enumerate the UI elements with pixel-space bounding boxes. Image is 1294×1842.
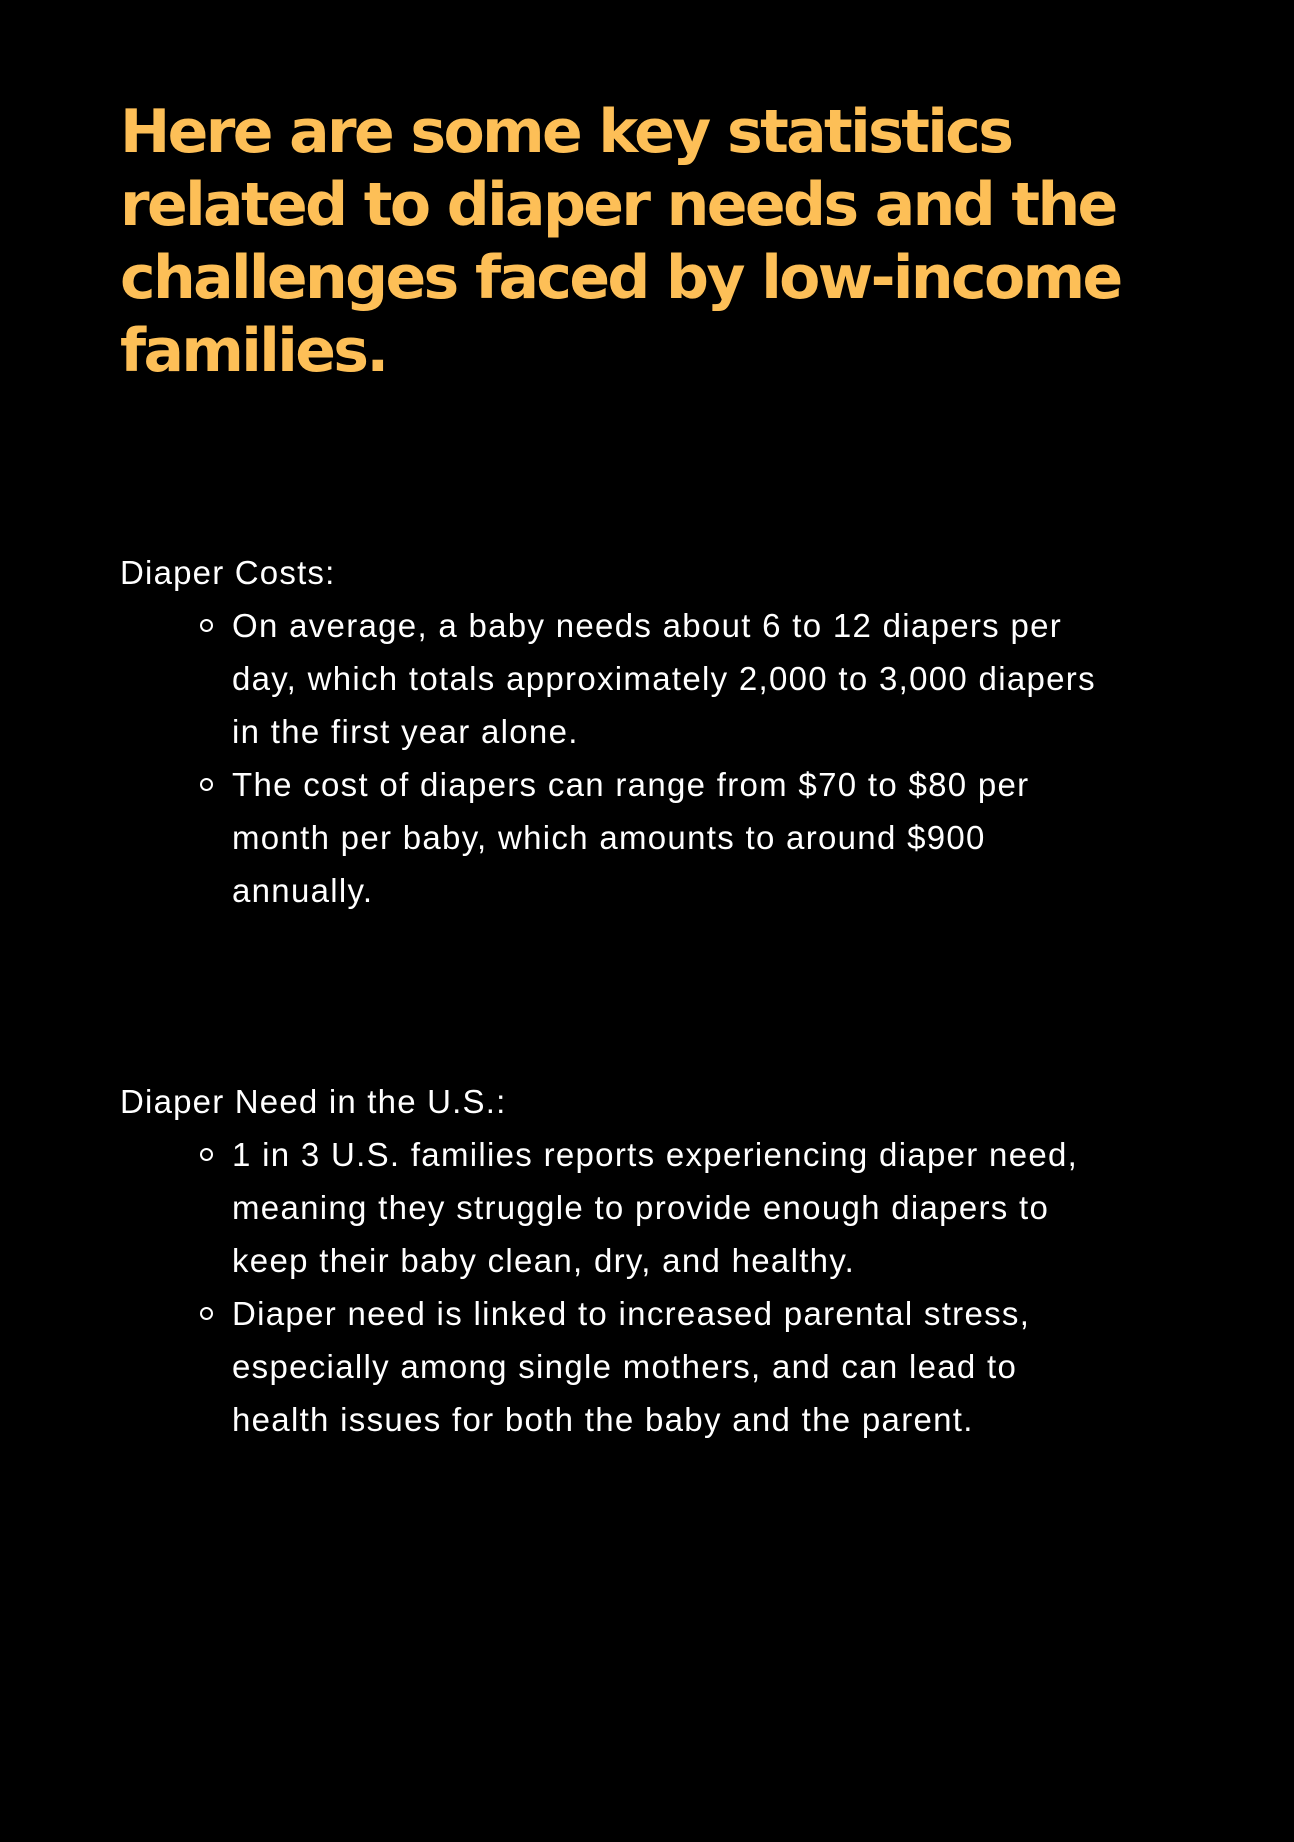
- diaper-costs-list: [120, 599, 1120, 917]
- section-heading: Diaper Costs:: [120, 554, 336, 591]
- list-item-text: Diaper need is linked to increased parental stress, especially among single mothers, and can lead to health issues for both the baby and the parent.: [232, 1295, 1031, 1438]
- diaper-need-list: [120, 1128, 1120, 1446]
- section-heading: Diaper Need in the U.S.:: [120, 1083, 507, 1120]
- list-item-text: On average, a baby needs about 6 to 12 diapers per day, which totals approximately 2,000 to 3,000 diapers in the first year alone.: [232, 607, 1096, 750]
- hollow-circle-bullet-icon: [200, 619, 213, 632]
- diaper-costs-section: [120, 546, 1120, 917]
- diaper-need-section: [120, 1075, 1120, 1446]
- hollow-circle-bullet-icon: [200, 778, 213, 791]
- page-title: Here are some key statistics related to diaper needs and the challenges faced by low-income families.: [120, 97, 1121, 386]
- list-item: [120, 758, 1100, 917]
- hollow-circle-bullet-icon: [200, 1148, 213, 1161]
- hollow-circle-bullet-icon: [200, 1307, 213, 1320]
- list-item: [120, 1128, 1100, 1287]
- list-item-text: The cost of diapers can range from $70 to $80 per month per baby, which amounts to around $900 annually.: [232, 766, 1030, 909]
- list-item-text: 1 in 3 U.S. families reports experiencing diaper need, meaning they struggle to provide enough diapers to keep their baby clean, dry, and healthy.: [232, 1136, 1079, 1279]
- list-item: [120, 1287, 1100, 1446]
- list-item: [120, 599, 1100, 758]
